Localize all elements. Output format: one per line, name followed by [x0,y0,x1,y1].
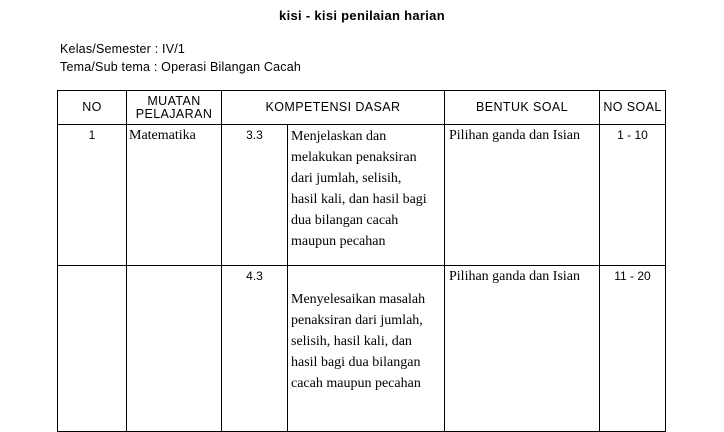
kd-line: hasil kali, dan hasil bagi [291,192,427,207]
table-row [58,266,666,432]
header-kompetensi-dasar: KOMPETENSI DASAR [222,91,445,125]
cell-muatan-pelajaran [127,266,222,432]
kd-line: Menyelesaikan masalah [291,292,426,307]
header-no-soal: NO SOAL [600,91,666,125]
page-title: kisi - kisi penilaian harian [279,8,445,23]
kd-line: penaksiran dari jumlah, [291,313,423,328]
kd-line: maupun pecahan [291,234,386,249]
table-header-row [58,91,666,125]
kd-line: dua bilangan cacah [291,213,399,228]
tema-subtema-text: Tema/Sub tema : Operasi Bilangan Cacah [60,60,302,74]
header-muatan-line2: PELAJARAN [135,106,213,121]
kd-line: dari jumlah, selisih, [291,171,402,186]
header-muatan-pelajaran [127,91,222,125]
kelas-semester-text: Kelas/Semester : IV/1 [60,42,186,56]
header-no: NO [58,91,127,125]
cell-kd-code: 4.3 [222,266,288,432]
table-row [58,125,666,266]
kd-line: cacah maupun pecahan [291,376,421,391]
kd-line: melakukan penaksiran [291,150,417,165]
header-bentuk-soal: BENTUK SOAL [445,91,600,125]
cell-kompetensi-dasar [288,266,445,432]
kisi-kisi-table [57,90,666,432]
cell-muatan-pelajaran: Matematika [127,125,222,266]
cell-no [58,266,127,432]
cell-bentuk-soal: Pilihan ganda dan Isian [445,266,600,432]
cell-kd-code: 3.3 [222,125,288,266]
kd-line: selisih, hasil kali, dan [291,334,412,349]
header-muatan-line1: MUATAN [147,93,201,108]
kd-line: Menjelaskan dan [291,129,387,144]
kd-line: hasil bagi dua bilangan [291,355,421,370]
cell-no-soal: 11 - 20 [600,266,666,432]
cell-no-soal: 1 - 10 [600,125,666,266]
cell-bentuk-soal: Pilihan ganda dan Isian [445,125,600,266]
cell-no: 1 [58,125,127,266]
cell-kompetensi-dasar [288,125,445,266]
